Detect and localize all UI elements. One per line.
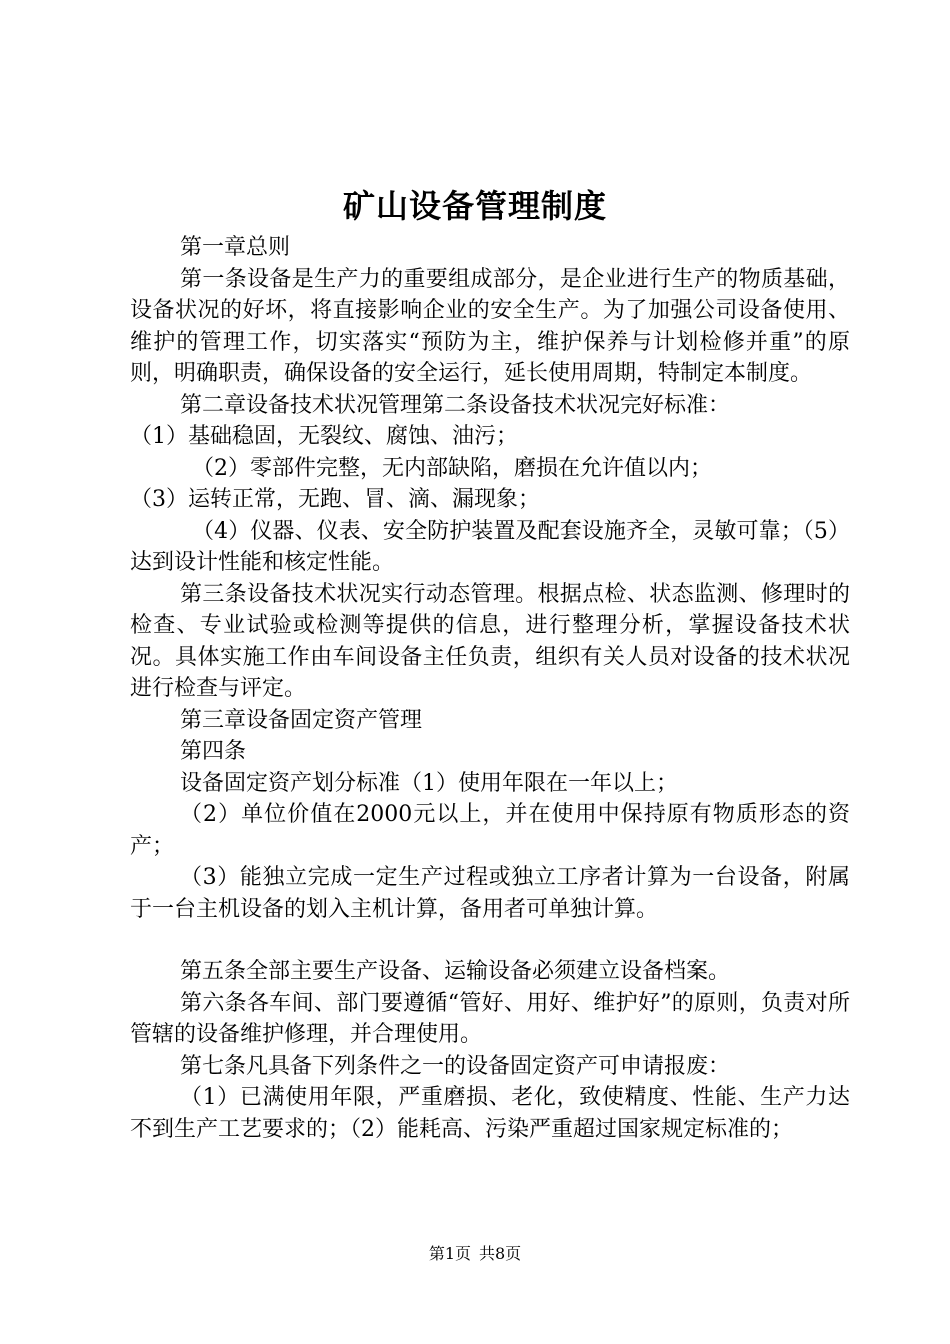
- page-total: 共8页: [479, 1244, 522, 1263]
- list-item: （2）单位价值在2000元以上，并在使用中保持原有物质形态的资产；: [130, 802, 850, 859]
- article-paragraph: 第七条凡具备下列条件之一的设备固定资产可申请报废：: [180, 1053, 731, 1079]
- article-heading: 第四条: [180, 739, 247, 764]
- chapter-heading: 第二章设备技术状况管理第二条设备技术状况完好标准：: [180, 392, 731, 418]
- list-item: （2）零部件完整，无内部缺陷，磨损在允许值以内；: [192, 455, 712, 481]
- list-item: （3）运转正常，无跑、冒、滴、漏现象；: [130, 487, 540, 512]
- document-body: [130, 232, 850, 1145]
- list-item: （3）能独立完成一定生产过程或独立工序者计算为一台设备，附属于一台主机设备的划入主机计算，备用者可单独计算。: [130, 865, 850, 922]
- list-item: （4）仪器、仪表、安全防护装置及配套设施齐全，灵敏可靠；（5）达到设计性能和核定性能。: [130, 518, 850, 575]
- chapter-heading: 第一章总则: [180, 235, 291, 260]
- page-title: 矿山设备管理制度: [342, 187, 607, 225]
- article-paragraph: 第三条设备技术状况实行动态管理。根据点检、状态监测、修理时的检查、专业试验或检测等提供的信息，进行整理分析，掌握设备技术状况。具体实施工作由车间设备主任负责，组织有关人员对设备的技术状况进行检查与评定。: [130, 581, 850, 701]
- article-paragraph: 第五条全部主要生产设备、运输设备必须建立设备档案。: [180, 959, 731, 984]
- chapter-heading: 第三章设备固定资产管理: [180, 707, 423, 733]
- page-number: 第1页: [428, 1244, 471, 1263]
- list-item: （1）已满使用年限，严重磨损、老化，致使精度、性能、生产力达不到生产工艺要求的；（2）能耗高、污染严重超过国家规定标准的；: [130, 1085, 850, 1142]
- article-paragraph: 设备固定资产划分标准（1）使用年限在一年以上；: [180, 770, 678, 796]
- list-item: （1）基础稳固，无裂纹、腐蚀、油污；: [130, 424, 518, 449]
- page-footer: [0, 1242, 950, 1266]
- article-paragraph: 第一条设备是生产力的重要组成部分，是企业进行生产的物质基础，设备状况的好坏，将直接影响企业的安全生产。为了加强公司设备使用、维护的管理工作，切实落实“预防为主，维护保养与计划检修并重”的原则，明确职责，确保设备的安全运行，延长使用周期，特制定本制度。: [130, 266, 850, 386]
- article-paragraph: 第六条各车间、部门要遵循“管好、用好、维护好”的原则，负责对所管辖的设备维护修理，并合理使用。: [130, 990, 850, 1047]
